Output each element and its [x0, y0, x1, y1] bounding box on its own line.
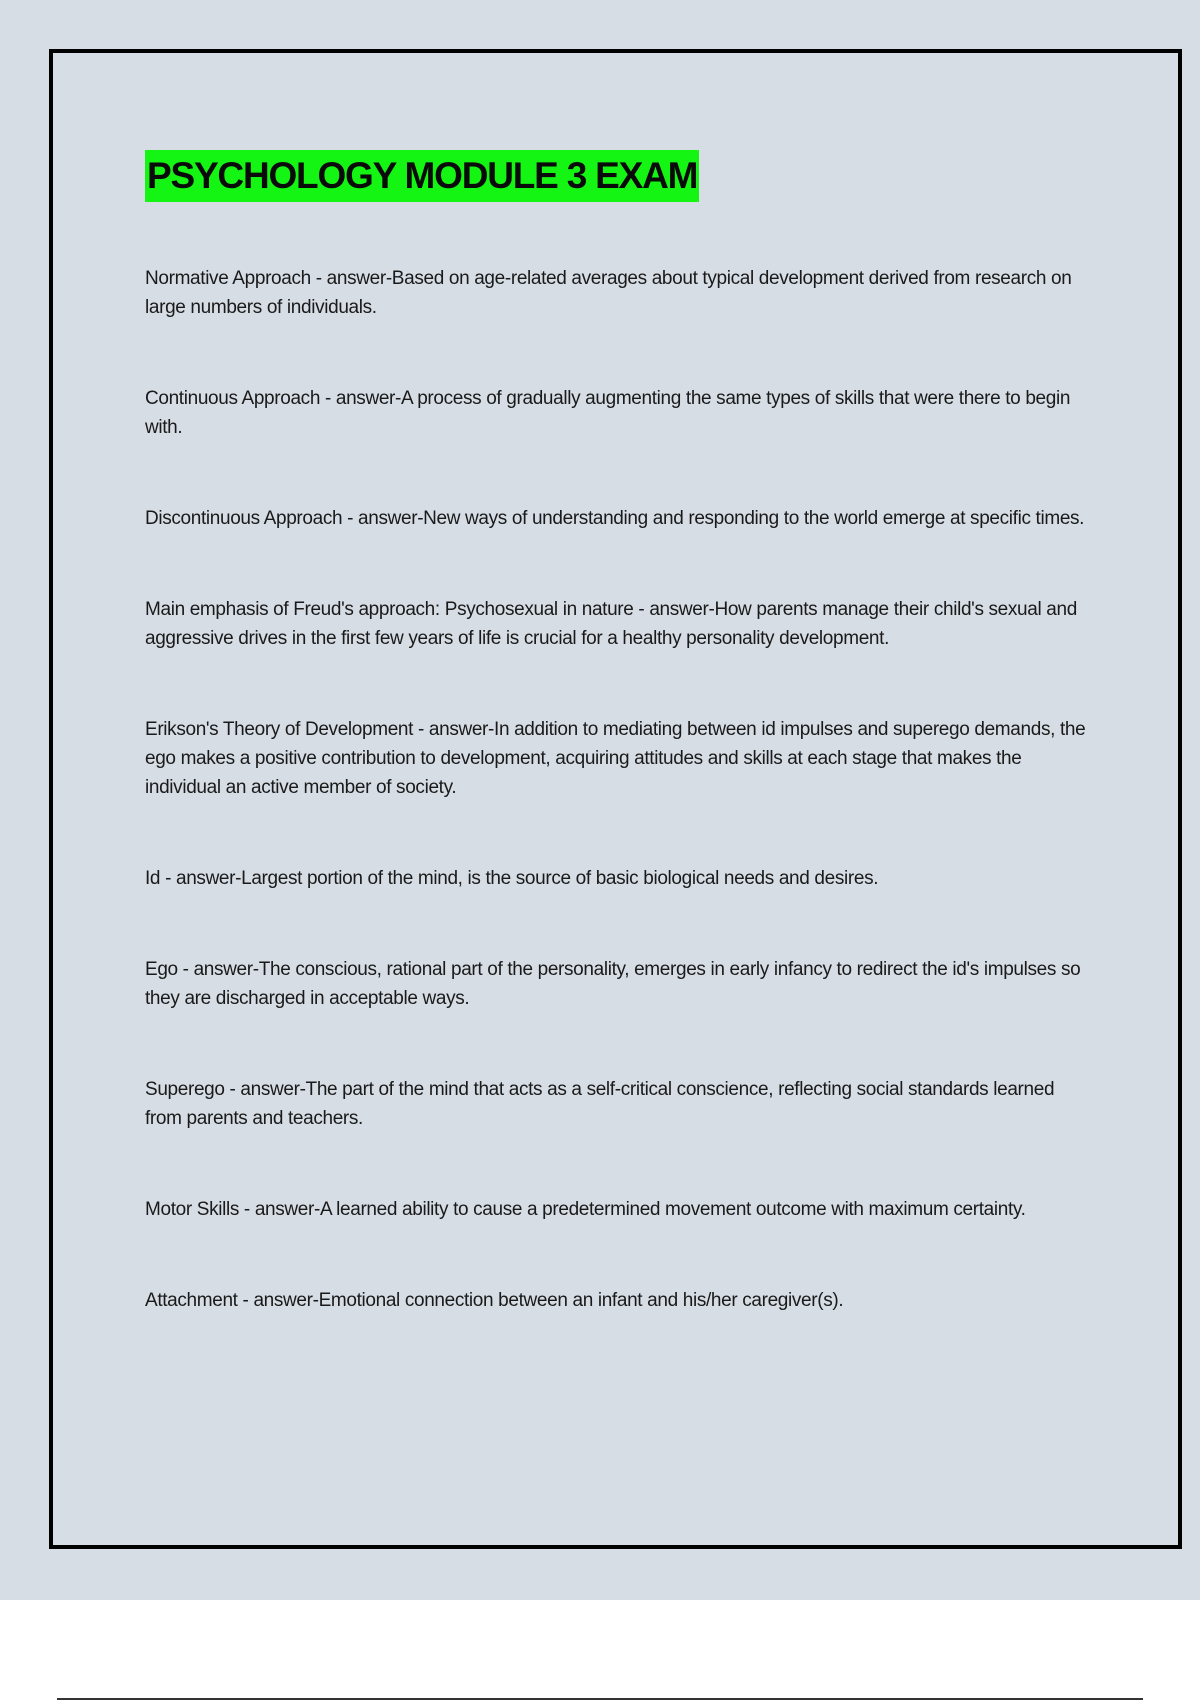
flashcard-list — [145, 264, 1090, 1315]
flashcard-entry-freud-approach: Main emphasis of Freud's approach: Psychosexual in nature - answer-How parents manage their child's sexual and aggressive drives in the first few years of life is crucial for a healthy personality development. — [145, 599, 1077, 649]
document-title: PSYCHOLOGY MODULE 3 EXAM — [145, 150, 699, 202]
flashcard-entry-continuous-approach: Continuous Approach - answer-A process of gradually augmenting the same types of skills that were there to begin with. — [145, 388, 1071, 438]
document-content — [145, 150, 1090, 1377]
flashcard-entry-superego: Superego - answer-The part of the mind that acts as a self-critical conscience, reflecting social standards learned from parents and teachers. — [145, 1079, 1055, 1129]
flashcard-entry-motor-skills: Motor Skills - answer-A learned ability to cause a predetermined movement outcome with maximum certainty. — [145, 1199, 1026, 1220]
flashcard-entry-id: Id - answer-Largest portion of the mind, is the source of basic biological needs and desires. — [145, 868, 879, 889]
flashcard-entry-discontinuous-approach: Discontinuous Approach - answer-New ways of understanding and responding to the world emerge at specific times. — [145, 508, 1085, 529]
flashcard-entry-normative-approach: Normative Approach - answer-Based on age-related averages about typical development derived from research on large numbers of individuals. — [145, 268, 1072, 318]
flashcard-entry-attachment: Attachment - answer-Emotional connection between an infant and his/her caregiver(s). — [145, 1290, 844, 1311]
flashcard-entry-erikson-theory: Erikson's Theory of Development - answer-In addition to mediating between id impulses and superego demands, the ego makes a positive contribution to development, acquiring attitudes and skills at each stage that makes the individual an active member of society. — [145, 719, 1086, 798]
flashcard-entry-ego: Ego - answer-The conscious, rational part of the personality, emerges in early infancy to redirect the id's impulses so they are discharged in acceptable ways. — [145, 959, 1081, 1009]
